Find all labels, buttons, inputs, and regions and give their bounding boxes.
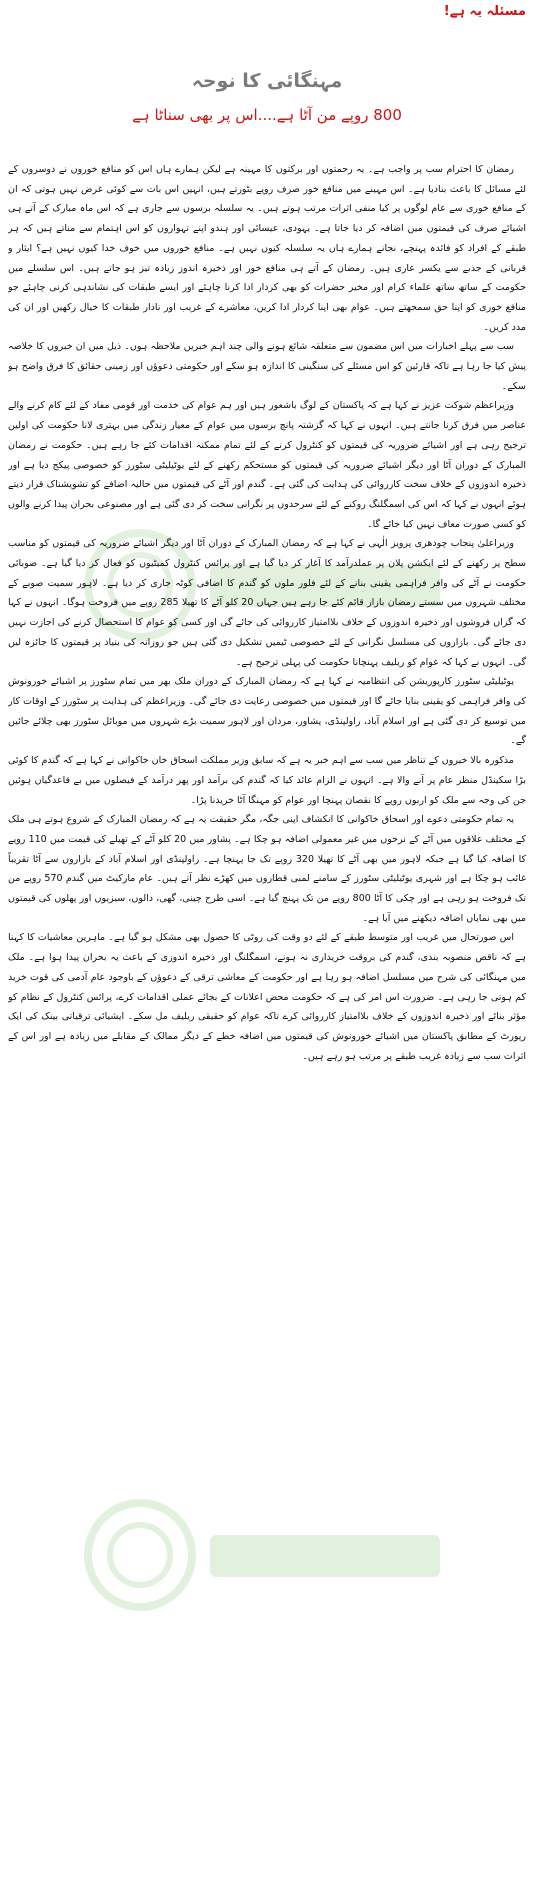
- article-paragraph: اس صورتحال میں غریب اور متوسط طبقے کے لئے دو وقت کی روٹی کا حصول بھی مشکل ہو گیا ہے۔ ماہرین معاشیات کا کہنا ہے کہ ناقص منصوبہ بندی، گندم کی بروقت خریداری نہ ہونے، اسمگلنگ اور ذخیرہ اندوزی کے باعث یہ بحران پیدا ہوا ہے۔ ملک میں مہنگائی کی شرح میں مسلسل اضافہ ہو رہا ہے اور حکومت کے معاشی ترقی کے دعوؤں کے باوجود عام آدمی کی قوت خرید کم ہوتی جا رہی ہے۔ ضرورت اس امر کی ہے کہ حکومت محض اعلانات کے بجائے عملی اقدامات کرے، پرائس کنٹرول کے نظام کو مؤثر بنائے اور ذخیرہ اندوزوں کے خلاف بلاامتیاز کارروائی کرے تاکہ عوام کو حقیقی ریلیف مل سکے۔ ایشیائی ترقیاتی بینک کی ایک رپورٹ کے مطابق پاکستان میں اشیائے خورونوش کی قیمتوں میں اضافہ خطے کے دیگر ممالک کے مقابلے میں زیادہ ہے اور اس کے اثرات سب سے زیادہ غریب طبقے پر مرتب ہو رہے ہیں۔: [8, 932, 526, 1062]
- article-paragraph: سب سے پہلے اخبارات میں اس مضمون سے متعلقہ شائع ہونے والی چند اہم خبریں ملاحظہ ہوں۔ ذیل میں ان خبروں کا خلاصہ پیش کیا جا رہا ہے تاکہ قارئین کو اس مسئلے کی سنگینی کا اندازہ ہو سکے اور حکومتی دعوؤں اور زمینی حقائق کا فرق واضح ہو سکے۔: [8, 341, 526, 392]
- article-paragraph: مذکورہ بالا خبروں کے تناظر میں سب سے اہم خبر یہ ہے کہ سابق وزیر مملکت اسحاق خان خاکوانی نے کہا ہے کہ گندم کا کوئی بڑا سکینڈل منظر عام پر آنے والا ہے۔ انہوں نے الزام عائد کیا کہ گندم کی برآمد اور پھر درآمد کے فیصلوں میں بے قاعدگیاں ہوئیں جن کی وجہ سے ملک کو اربوں روپے کا نقصان پہنچا اور عوام کو مہنگا آٹا خریدنا پڑا۔: [8, 755, 526, 806]
- article-paragraph: یوٹیلیٹی سٹورز کارپوریشن کی انتظامیہ نے کہا ہے کہ رمضان المبارک کے دوران ملک بھر میں تمام سٹورز پر اشیائے خورونوش کی وافر فراہمی کو یقینی بنایا جائے گا اور قیمتوں میں خصوصی رعایت دی جائے گی۔ وزیراعظم کی ہدایت پر سٹورز کے اوقات کار میں توسیع کر دی گئی ہے اور اسلام آباد، راولپنڈی، پشاور، مردان اور لاہور سمیت بڑے شہروں میں موبائل سٹورز بھی چلائے جائیں گے۔: [8, 676, 526, 747]
- article-paragraph: وزیراعظم شوکت عزیز نے کہا ہے کہ پاکستان کے لوگ باشعور ہیں اور ہم عوام کی خدمت اور قومی مفاد کے لئے کام کرنے والے عناصر میں فرق کرنا جانتے ہیں۔ انہوں نے کہا کہ گزشتہ پانچ برسوں میں عوام کے معیار زندگی میں بہتری لانا حکومت کی اولین ترجیح رہی ہے اور اشیائے ضروریہ کی قیمتوں کو کنٹرول کرنے کے لئے تمام ممکنہ اقدامات کئے جا رہے ہیں۔ حکومت نے رمضان المبارک کے دوران آٹا اور دیگر اشیائے ضروریہ کی قیمتوں کو مستحکم رکھنے کے لئے یوٹیلیٹی سٹورز کو خصوصی پیکج دیا ہے اور ذخیرہ اندوزوں کے خلاف سخت کارروائی کی ہدایت کی گئی ہے۔ گندم اور آٹے کی قیمتوں میں حالیہ اضافے کو تشویشناک قرار دیتے ہوئے انہوں نے کہا کہ اس کی اسمگلنگ روکنے کے لئے سرحدوں پر نگرانی سخت کر دی گئی ہے اور مصنوعی بحران پیدا کرنے والوں کو کسی صورت معاف نہیں کیا جائے گا۔: [8, 400, 526, 530]
- section-tag: مسئلہ یہ ہے!: [443, 4, 526, 19]
- article-paragraph: یہ تمام حکومتی دعوے اور اسحاق خاکوانی کا انکشاف اپنی جگہ، مگر حقیقت یہ ہے کہ رمضان المبارک کے شروع ہوتے ہی ملک کے مختلف علاقوں میں آٹے کے نرخوں میں غیر معمولی اضافہ ہو چکا ہے۔ پشاور میں 20 کلو آٹے کے تھیلے کی قیمت میں 110 روپے کا اضافہ کیا گیا ہے جبکہ لاہور میں بھی آٹے کا تھیلا 320 روپے تک جا پہنچا ہے۔ راولپنڈی اور اسلام آباد کے بازاروں سے آٹا تقریباً غائب ہو چکا ہے اور شہری یوٹیلیٹی سٹورز کے سامنے لمبی قطاروں میں کھڑے نظر آتے ہیں۔ عام مارکیٹ میں گندم 570 روپے من تک فروخت ہو رہی ہے اور چکی کا آٹا 800 روپے من تک پہنچ گیا ہے۔ اسی طرح چینی، گھی، دالوں، سبزیوں اور پھلوں کی قیمتوں میں بھی نمایاں اضافہ دیکھنے میں آیا ہے۔: [8, 814, 526, 924]
- article-title: مہنگائی کا نوحہ: [191, 70, 343, 92]
- article-body: [8, 160, 526, 1895]
- article-paragraph: وزیراعلیٰ پنجاب چودھری پرویز الٰہی نے کہا ہے کہ رمضان المبارک کے دوران آٹا اور دیگر اشیائے ضروریہ کی قیمتوں کو مناسب سطح پر رکھنے کے لئے ایکشن پلان پر عملدرآمد کا آغاز کر دیا گیا ہے اور پرائس کنٹرول کمیٹیوں کو فعال کر دیا گیا ہے۔ صوبائی حکومت نے آٹے کی وافر فراہمی یقینی بنانے کے لئے فلور ملوں کو گندم کا اضافی کوٹہ جاری کر دیا ہے۔ لاہور سمیت صوبے کے مختلف شہروں میں سستے رمضان بازار قائم کئے جا رہے ہیں جہاں 20 کلو آٹے کا تھیلا 285 روپے میں فروخت ہوگا۔ انہوں نے کہا کہ گراں فروشوں اور ذخیرہ اندوزوں کے خلاف بلاامتیاز کارروائی کی جائے گی اور کسی کو عوام کا استحصال کرنے کی اجازت نہیں دی جائے گی۔ بازاروں کی مسلسل نگرانی کے لئے خصوصی ٹیمیں تشکیل دی گئی ہیں جو روزانہ کی بنیاد پر قیمتوں کا جائزہ لیں گی۔ انہوں نے کہا کہ عوام کو ریلیف پہنچانا حکومت کی پہلی ترجیح ہے۔: [8, 538, 526, 668]
- article-paragraph: رمضان کا احترام سب پر واجب ہے۔ یہ رحمتوں اور برکتوں کا مہینہ ہے لیکن ہمارے ہاں اس کو منافع خوروں نے دوسروں کے لئے مسائل کا باعث بنادیا ہے۔ اس مہینے میں منافع خور صرف روپے بٹورتے ہیں، انہیں اس بات سے کوئی غرض نہیں ہوتی کہ ان کے منافع خوری سے عام لوگوں پر کیا منفی اثرات مرتب ہوتے ہیں۔ یہ سلسلہ برسوں سے جاری ہے کہ اس ماہ مبارک کے آتے ہی اشیائے صرف کی قیمتوں میں اضافہ کر دیا جاتا ہے۔ یہودی، عیسائی اور ہندو اپنے تہواروں کو اس اہتمام سے مناتے ہیں کہ ہر طبقے کے افراد کو فائدہ پہنچے، نجانے ہمارے ہاں یہ سلسلہ کیوں نہیں ہے۔ منافع خوروں میں خوف خدا کیوں نہیں ہے؟ ایثار و قربانی کے جذبے سے یکسر عاری ہیں۔ رمضان کے آتے ہی منافع خور اور ذخیرہ اندوز زیادہ تیز ہو جاتے ہیں۔ اس سلسلے میں حکومت کے ساتھ ساتھ علماء کرام اور مخیر حضرات کو بھی کردار ادا کرنا چاہئے اور ایسے طبقات کی نشاندہی کرنی چاہئے جو منافع خوری کو اپنا حق سمجھتے ہیں۔ عوام بھی اپنا کردار ادا کریں، معاشرے کے غریب اور نادار طبقات کا خیال رکھیں اور ان کی مدد کریں۔: [8, 164, 526, 333]
- article-subtitle: 800 روپے من آٹا ہے....اس پر بھی سناٹا ہے: [132, 106, 402, 124]
